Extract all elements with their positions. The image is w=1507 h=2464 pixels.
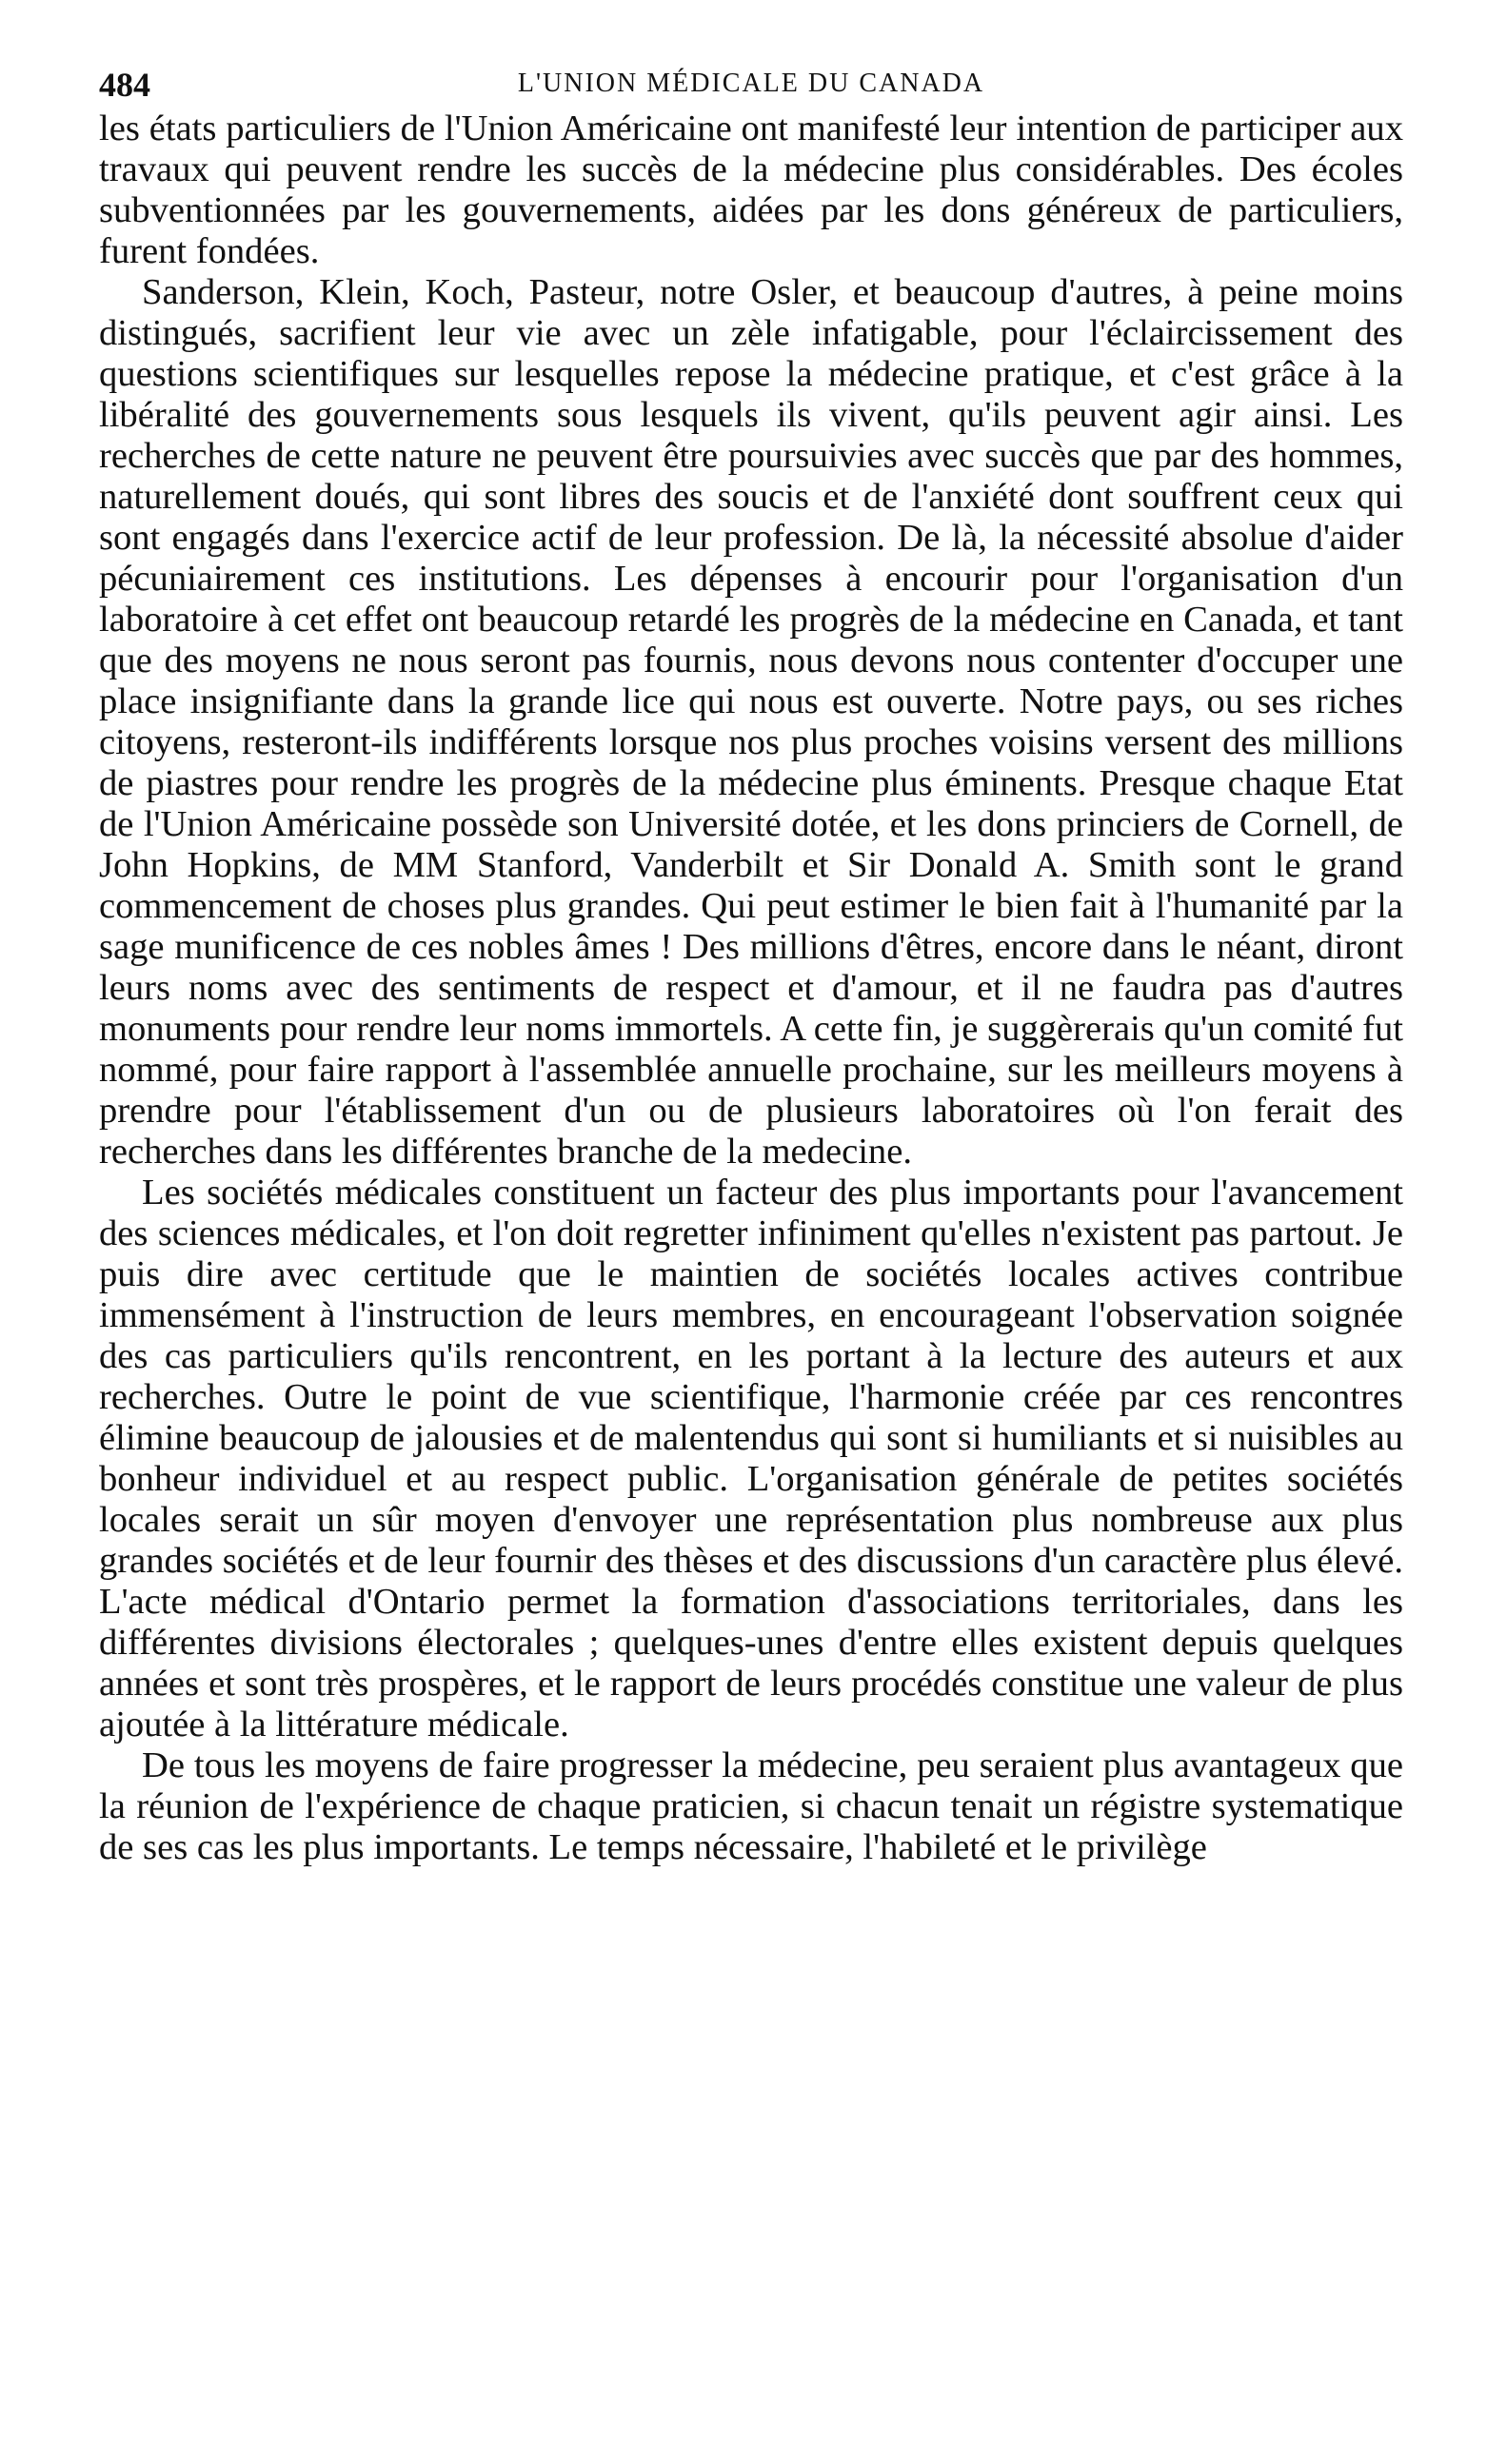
document-page [99,55,1403,1868]
page-header [99,55,1403,108]
paragraph: Les sociétés médicales constituent un facteur des plus importants pour l'avancement des sciences médicales, et l'on doit regretter infiniment qu'elles n'existent pas partout. Je puis dire avec certitude que le maintien de sociétés locales actives contribue immensément à l'instruction de leurs membres, en encourageant l'observation soignée des cas particuliers qu'ils rencontrent, en les portant à la lecture des auteurs et aux recherches. Outre le point de vue scientifique, l'harmonie créée par ces rencontres élimine beaucoup de jalousies et de malentendus qui sont si humiliants et si nuisibles au bonheur individuel et au respect public. L'organisation générale de petites sociétés locales serait un sûr moyen d'envoyer une représentation plus nombreuse aux plus grandes sociétés et de leur fournir des thèses et des discussions d'un caractère plus élevé. L'acte médical d'Ontario permet la formation d'associations territoriales, dans les différentes divisions électorales ; quelques-unes d'entre elles existent depuis quelques années et sont très prospères, et le rapport de leurs procédés constitue une valeur de plus ajoutée à la littérature médicale. [99,1173,1403,1745]
running-title: L'UNION MÉDICALE DU CANADA [517,69,985,98]
body-text [99,108,1403,1868]
paragraph: De tous les moyens de faire progresser la médecine, peu seraient plus avantageux que la réunion de l'expérience de chaque praticien, si chacun tenait un régistre systematique de ses cas les plus importants. Le temps nécessaire, l'habileté et le privilège [99,1745,1403,1867]
paragraph-continuation: les états particuliers de l'Union Américaine ont manifesté leur intention de participer aux travaux qui peuvent rendre les succès de la médecine plus considérables. Des écoles subventionnées par les gouvernements, aidées par les dons généreux de particuliers, furent fondées. [99,108,1403,271]
page-number: 484 [99,66,150,104]
paragraph: Sanderson, Klein, Koch, Pasteur, notre Osler, et beaucoup d'autres, à peine moins distingués, sacrifient leur vie avec un zèle infatigable, pour l'éclaircissement des questions scientifiques sur lesquelles repose la médecine pratique, et c'est grâce à la libéralité des gouvernements sous lesquels ils vivent, qu'ils peuvent agir ainsi. Les recherches de cette nature ne peuvent être poursuivies avec succès que par des hommes, naturellement doués, qui sont libres des soucis et de l'anxiété dont souffrent ceux qui sont engagés dans l'exercice actif de leur profession. De là, la nécessité absolue d'aider pécuniairement ces institutions. Les dépenses à encourir pour l'organisation d'un laboratoire à cet effet ont beaucoup retardé les progrès de la médecine en Canada, et tant que des moyens ne nous seront pas fournis, nous devons nous contenter d'occuper une place insignifiante dans la grande lice qui nous est ouverte. Notre pays, ou ses riches citoyens, resteront-ils indifférents lorsque nos plus proches voisins versent des millions de piastres pour rendre les progrès de la médecine plus éminents. Presque chaque Etat de l'Union Américaine possède son Université dotée, et les dons princiers de Cornell, de John Hopkins, de MM Stanford, Vanderbilt et Sir Donald A. Smith sont le grand commencement de choses plus grandes. Qui peut estimer le bien fait à l'humanité par la sage munificence de ces nobles âmes ! Des millions d'êtres, encore dans le néant, diront leurs noms avec des sentiments de respect et d'amour, et il ne faudra pas d'autres monuments pour rendre leur noms immortels. A cette fin, je suggèrerais qu'un comité fut nommé, pour faire rapport à l'assemblée annuelle prochaine, sur les meilleurs moyens à prendre pour l'établissement d'un ou de plusieurs laboratoires où l'on ferait des recherches dans les différentes branche de la medecine. [99,272,1403,1172]
